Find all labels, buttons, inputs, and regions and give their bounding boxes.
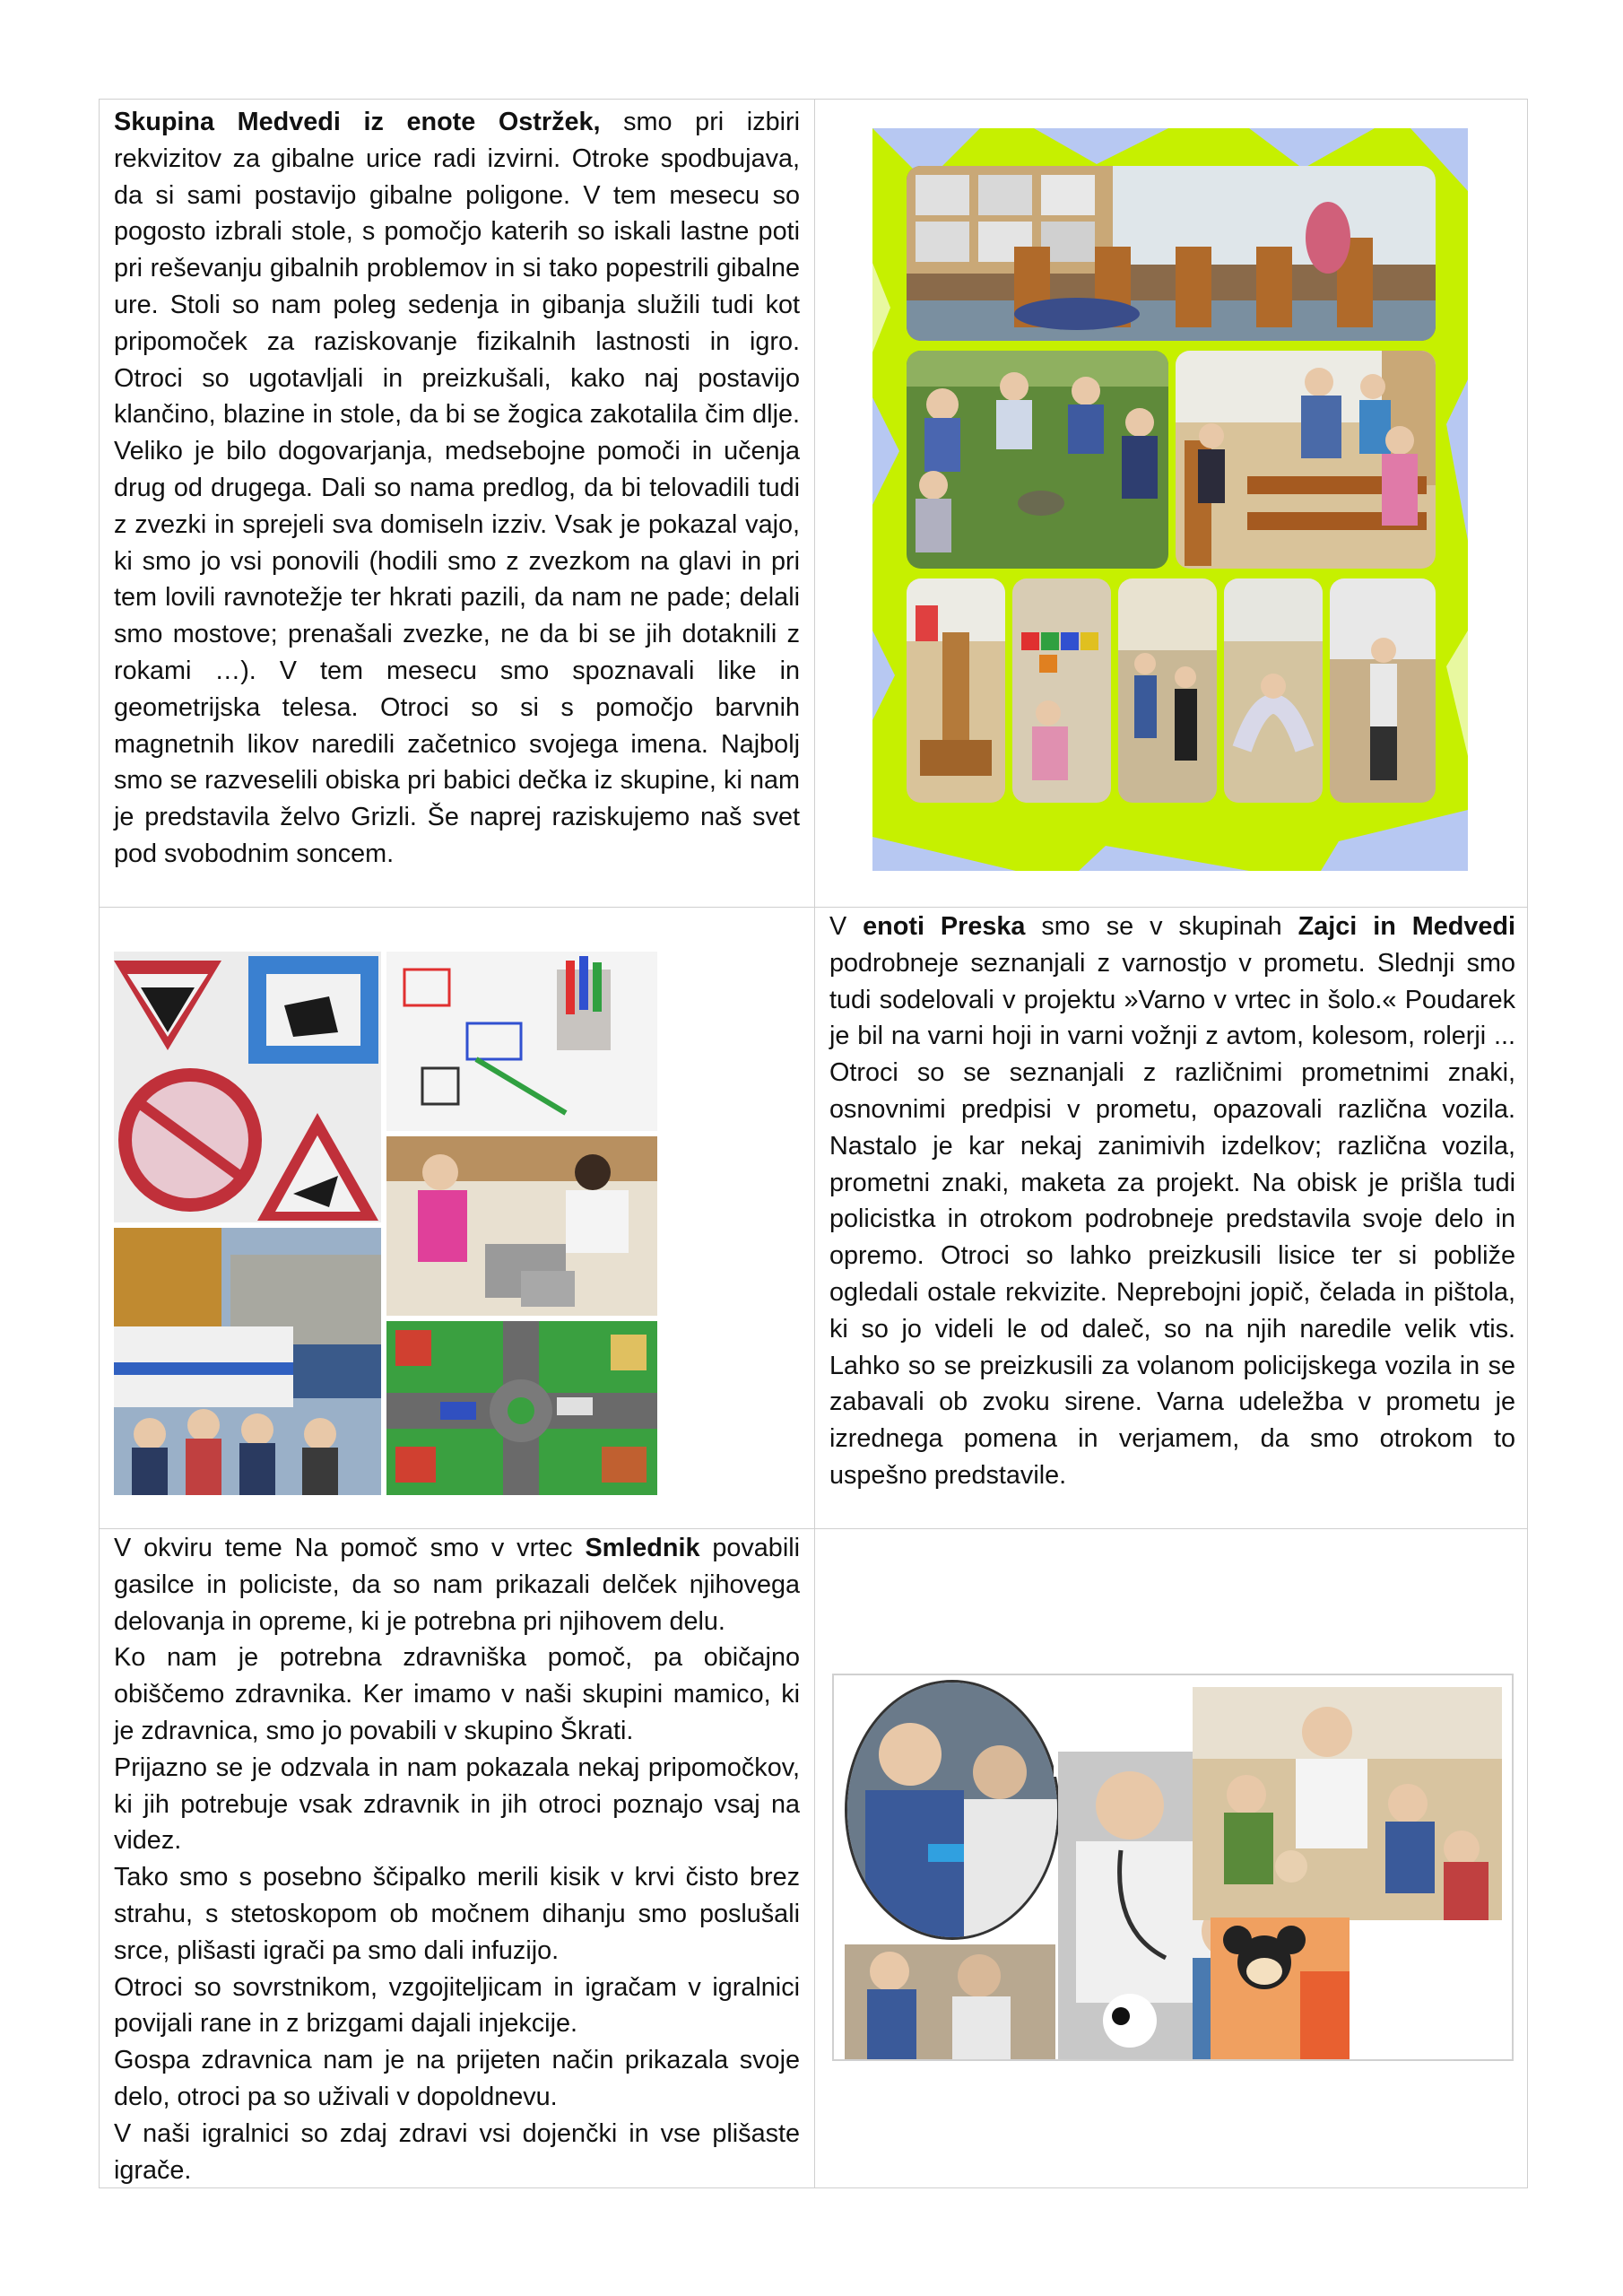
- ostrzek-lead: Skupina Medvedi iz enote Ostržek,: [114, 108, 601, 136]
- photo-children-playing-doctor: [845, 1944, 1055, 2059]
- preska-text-part: smo se v skupinah: [1025, 912, 1298, 941]
- photo-notebook-on-head: [1118, 578, 1217, 803]
- photo-oximeter-oval: [845, 1680, 1060, 1940]
- photo-police-car-visit: [114, 1228, 381, 1495]
- smlednik-text-part: povabili gasilce in policiste, da so nam prikazali delček njihovega delovanja in opreme, ki je potrebna pri njihovem delu.: [114, 1534, 801, 1636]
- photo-classroom-chairs: [907, 166, 1436, 341]
- document-table: [99, 99, 1528, 2188]
- chairs-collage-photo: [872, 128, 1468, 871]
- smlednik-paragraph: Tako smo s posebno ščipalko merili kisik v krvi čisto brez strahu, s stetoskopom ob močnem dihanju smo poslušali srce, plišasti igrači pa smo dali infuzijo.: [114, 1863, 800, 1965]
- row-divider: [100, 907, 1527, 908]
- photo-ramp-blocks: [907, 578, 1005, 803]
- smlednik-paragraph: V naši igralnici so zdaj zdravi vsi dojenčki in vse plišaste igrače.: [114, 2118, 800, 2185]
- smlednik-paragraph: Gospa zdravnica nam je na prijeten način prikazala svoje delo, otroci pa so uživali v dopoldnevu.: [114, 2046, 800, 2111]
- photo-children-walking-chairs: [1176, 351, 1436, 569]
- smlednik-paragraph: [114, 1530, 800, 1639]
- photo-child-balancing: [1330, 578, 1436, 803]
- photo-children-crafting: [386, 1136, 657, 1316]
- photo-children-grass: [907, 351, 1168, 569]
- smlednik-text-part: V okviru teme Na pomoč smo v vrtec: [114, 1534, 586, 1562]
- row-divider: [100, 1528, 1527, 1529]
- doctor-visit-collage-photo: [832, 1674, 1514, 2061]
- smlednik-text: [114, 1530, 800, 2188]
- smlednik-paragraph: Ko nam je potrebna zdravniška pomoč, pa običajno obiščemo zdravnika. Ker imamo v naši skupini mamico, ki je zdravnica, smo jo povabili v skupino Škrati.: [114, 1643, 800, 1745]
- preska-text-body: podrobneje seznanjali z varnostjo v prometu. Slednji smo tudi sodelovali v projektu »Varno v vrtec in šolo.« Poudarek je bil na varni hoji in varni vožnji z avtom, kolesom, rolerji ... Otroci so se seznanjali z različnimi prometnimi znaki, osnovnimi predpisi v prometu, opazovali različna vozila. Nastalo je kar nekaj zanimivih izdelkov; različna vozila, prometni znaki, maketa za projekt. Na obisk je prišla tudi policistka in otrokom podrobneje predstavila svoje delo in opremo. Otroci so lahko preizkusili lisice ter si pobliže ogledali ostale rekvizite. Neprebojni jopič, čelada in pištola, ki so jo videli le od daleč, so na njih naredile velik vtis. Lahko so se preizkusili za volanom policijskega vozila in se zabavali ob zvoku sirene. Varna udeležba v prometu je izrednega pomena in verjamem, da smo otrokom to uspešno predstavile.: [829, 948, 1515, 1490]
- smlednik-paragraph: Otroci so sovrstnikom, vzgojiteljicam in igračam v igralnici povijali rane in z brizgami dajali injekcije.: [114, 1972, 800, 2039]
- preska-text-part: V: [829, 912, 864, 941]
- preska-unit-name: enoti Preska: [863, 912, 1026, 941]
- ostrzek-body: smo pri izbiri rekvizitov za gibalne urice radi izvirni. Otroke spodbujava, da si sami postavijo gibalne poligone. V tem mesecu so pogosto izbrali stole, s pomočjo katerih so iskali lastne poti pri reševanju gibalnih problemov in si tako popestrili gibalne ure. Stoli so nam poleg sedenja in gibanja služili tudi kot pripomoček za raziskovanje fizikalnih lastnosti in igro. Otroci so ugotavljali in preizkušali, kako naj postavijo klančino, blazine in stole, da bi se žogica zakotalila čim dlje. Veliko je bilo dogovarjanja, medsebojne pomoči in učenja drug od drugega. Dali so nama predlog, da bi telovadili tudi z zvezki in sprejeli sva domiseln izziv. Vsak je pokazal vajo, ki smo jo vsi ponovili (hodili smo z zvezkom na glavi in pri tem lovili ravnotežje ter hkrati pazili, da nam ne pade; delali smo mostove; prenašali zvezke, ne da bi se jih dotaknili z rokami …). V tem mesecu smo spoznavali like in geometrijska telesa. Otroci so si s pomočjo barvnih magnetnih likov naredili začetnico svojega imena. Najbolj smo se razveselili obiska pri babici dečka iz skupine, ki nam je predstavila želvo Grizli. Še naprej raziskujemo naš svet pod svobodnim soncem.: [114, 108, 800, 868]
- traffic-collage-photo: [114, 952, 657, 1495]
- column-divider: [814, 100, 815, 2187]
- photo-bridge-exercise: [1224, 578, 1323, 803]
- preska-group-names: Zajci in Medvedi: [1298, 912, 1515, 941]
- preska-text: [829, 909, 1515, 1494]
- photo-traffic-model: [386, 1321, 657, 1495]
- ostrzek-text: [114, 104, 800, 873]
- photo-children-bandaging: [1193, 1687, 1502, 1920]
- photo-traffic-sign-drawings: [114, 952, 381, 1222]
- smlednik-unit-name: Smlednik: [585, 1534, 700, 1562]
- smlednik-paragraph: Prijazno se je odzvala in nam pokazala nekaj pripomočkov, ki jih potrebuje vsak zdravnik in jih otroci poznajo vsaj na videz.: [114, 1752, 800, 1856]
- photo-magnetic-shapes: [1012, 578, 1111, 803]
- photo-plush-toy: [1211, 1918, 1350, 2061]
- photo-drawing-vehicles: [386, 952, 657, 1131]
